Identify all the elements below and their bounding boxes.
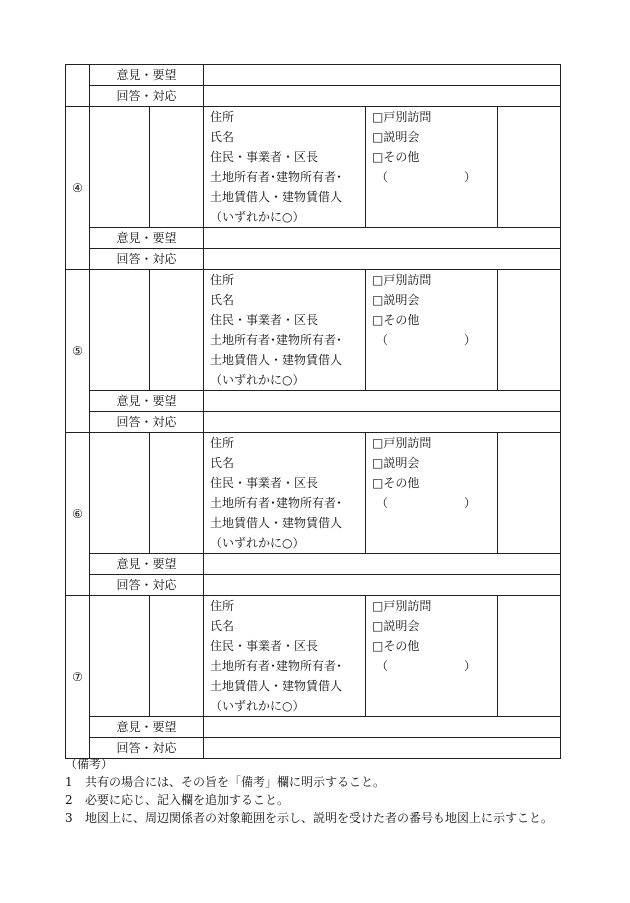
other-detail-field[interactable]: （ ） — [376, 333, 477, 347]
table-row-entry-5 — [66, 270, 561, 391]
opinion-label: 意見・要望 — [90, 554, 204, 575]
note-number: 2 — [65, 793, 73, 807]
note-text: 共有の場合には、その旨を「備考」欄に明示すること。 — [85, 775, 386, 789]
address-line: 住所 — [210, 110, 235, 124]
entry-number-5: ⑤ — [66, 270, 90, 433]
remarks-field[interactable] — [498, 433, 561, 554]
answer-field[interactable] — [204, 575, 561, 596]
date-field[interactable] — [90, 270, 150, 391]
name-line: 氏名 — [210, 130, 235, 144]
note-text: 必要に応じ、記入欄を追加すること。 — [85, 793, 290, 807]
explainer-field[interactable] — [150, 107, 204, 228]
door-to-door-checkbox[interactable]: □戸別訪問 — [372, 110, 432, 124]
tenant-line: 土地賃借人・建物賃借人 — [210, 679, 343, 693]
entry-number-cell-top — [66, 65, 90, 107]
entry-number-6: ⑥ — [66, 433, 90, 596]
explainer-field[interactable] — [150, 433, 204, 554]
table-row-entry-4 — [66, 107, 561, 228]
answer-label: 回答・対応 — [90, 738, 204, 759]
table-row-entry-6-opinion — [66, 554, 561, 575]
address-block[interactable] — [204, 596, 366, 717]
address-line: 住所 — [210, 273, 235, 287]
opinion-field[interactable] — [204, 717, 561, 738]
category-line: 住民・事業者・区長 — [210, 150, 319, 164]
entry-number-7: ⑦ — [66, 596, 90, 759]
other-detail-field[interactable]: （ ） — [376, 659, 477, 673]
other-detail-field[interactable]: （ ） — [376, 496, 477, 510]
note-item-3 — [65, 809, 570, 827]
remarks-field[interactable] — [498, 270, 561, 391]
circle-instruction: （いずれかに○） — [210, 699, 305, 713]
address-block[interactable] — [204, 107, 366, 228]
table-row-entry-5-answer — [66, 412, 561, 433]
address-line: 住所 — [210, 599, 235, 613]
answer-label: 回答・対応 — [90, 575, 204, 596]
answer-field[interactable] — [204, 249, 561, 270]
circle-instruction: （いずれかに○） — [210, 373, 305, 387]
other-checkbox[interactable]: □その他 — [372, 150, 420, 164]
other-checkbox[interactable]: □その他 — [372, 476, 420, 490]
category-line: 住民・事業者・区長 — [210, 476, 319, 490]
circle-instruction: （いずれかに○） — [210, 536, 305, 550]
category-line: 住民・事業者・区長 — [210, 639, 319, 653]
address-block[interactable] — [204, 270, 366, 391]
opinion-label: 意見・要望 — [90, 391, 204, 412]
briefing-checkbox[interactable]: □説明会 — [372, 130, 420, 144]
owner-line: 土地所有者･建物所有者･ — [210, 333, 343, 347]
other-detail-field[interactable]: （ ） — [376, 170, 477, 184]
table-row-entry-4-answer — [66, 249, 561, 270]
category-line: 住民・事業者・区長 — [210, 313, 319, 327]
briefing-checkbox[interactable]: □説明会 — [372, 293, 420, 307]
opinion-field[interactable] — [204, 228, 561, 249]
name-line: 氏名 — [210, 619, 235, 633]
opinion-label: 意見・要望 — [90, 228, 204, 249]
answer-field[interactable] — [204, 86, 561, 107]
tenant-line: 土地賃借人・建物賃借人 — [210, 516, 343, 530]
answer-field[interactable] — [204, 412, 561, 433]
name-line: 氏名 — [210, 293, 235, 307]
briefing-checkbox[interactable]: □説明会 — [372, 619, 420, 633]
table-row-entry-7 — [66, 596, 561, 717]
door-to-door-checkbox[interactable]: □戸別訪問 — [372, 436, 432, 450]
opinion-field[interactable] — [204, 391, 561, 412]
note-item-2 — [65, 791, 570, 809]
owner-line: 土地所有者･建物所有者･ — [210, 496, 343, 510]
note-text: 地図上に、周辺関係者の対象範囲を示し、説明を受けた者の番号も地図上に示すこと。 — [85, 811, 554, 825]
method-block[interactable] — [366, 107, 498, 228]
table-row-entry-6 — [66, 433, 561, 554]
explainer-field[interactable] — [150, 596, 204, 717]
answer-label: 回答・対応 — [90, 412, 204, 433]
note-number: 1 — [65, 775, 73, 789]
owner-line: 土地所有者･建物所有者･ — [210, 170, 343, 184]
other-checkbox[interactable]: □その他 — [372, 639, 420, 653]
table-row-entry-6-answer — [66, 575, 561, 596]
circle-instruction: （いずれかに○） — [210, 210, 305, 224]
remarks-field[interactable] — [498, 107, 561, 228]
briefing-checkbox[interactable]: □説明会 — [372, 456, 420, 470]
table-row-entry-4-opinion — [66, 228, 561, 249]
date-field[interactable] — [90, 433, 150, 554]
entry-number-4: ④ — [66, 107, 90, 270]
note-number: 3 — [65, 811, 73, 825]
method-block[interactable] — [366, 270, 498, 391]
answer-label: 回答・対応 — [90, 86, 204, 107]
other-checkbox[interactable]: □その他 — [372, 313, 420, 327]
tenant-line: 土地賃借人・建物賃借人 — [210, 353, 343, 367]
date-field[interactable] — [90, 596, 150, 717]
note-item-1 — [65, 773, 570, 791]
tenant-line: 土地賃借人・建物賃借人 — [210, 190, 343, 204]
table-row-top-answer — [66, 86, 561, 107]
table-row-entry-5-opinion — [66, 391, 561, 412]
address-line: 住所 — [210, 436, 235, 450]
table-row-entry-7-opinion — [66, 717, 561, 738]
remarks-field[interactable] — [498, 596, 561, 717]
name-line: 氏名 — [210, 456, 235, 470]
method-block[interactable] — [366, 433, 498, 554]
opinion-field[interactable] — [204, 554, 561, 575]
method-block[interactable] — [366, 596, 498, 717]
address-block[interactable] — [204, 433, 366, 554]
notes-heading: （備考） — [65, 757, 114, 771]
table-row-top-opinion — [66, 65, 561, 86]
notes-section — [65, 755, 570, 827]
door-to-door-checkbox[interactable]: □戸別訪問 — [372, 599, 432, 613]
owner-line: 土地所有者･建物所有者･ — [210, 659, 343, 673]
residents-explanation-table — [65, 64, 561, 759]
answer-label: 回答・対応 — [90, 249, 204, 270]
opinion-field[interactable] — [204, 65, 561, 86]
opinion-label: 意見・要望 — [90, 717, 204, 738]
explainer-field[interactable] — [150, 270, 204, 391]
door-to-door-checkbox[interactable]: □戸別訪問 — [372, 273, 432, 287]
opinion-label: 意見・要望 — [90, 65, 204, 86]
date-field[interactable] — [90, 107, 150, 228]
